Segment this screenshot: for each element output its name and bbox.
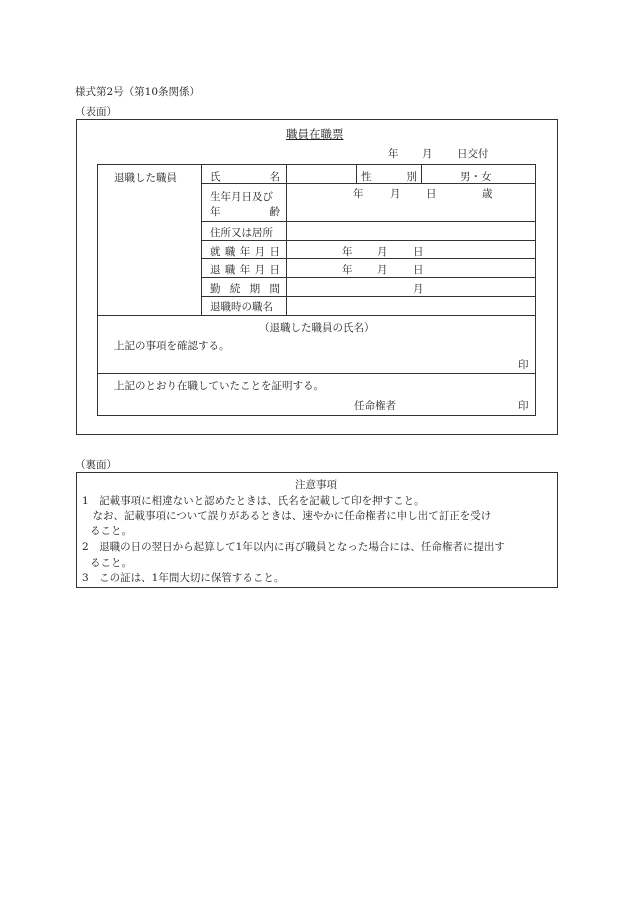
notes-title: 注意事項	[295, 479, 337, 491]
hire-date-label: 就 職 年 月 日	[210, 246, 280, 258]
note-line: 2 退職の日の翌日から起算して1年以内に再び職員となった場合には、任命権者に提出す	[82, 541, 505, 553]
address-label: 住所又は居所	[210, 227, 273, 239]
note-line: 3 この証は、1年間大切に保管すること。	[82, 572, 285, 584]
note-line: ること。	[90, 557, 132, 569]
form-number: 様式第2号（第10条関係）	[75, 86, 201, 98]
birth-label: 生年月日及び	[210, 191, 273, 203]
document-title: 職員在職票	[286, 127, 344, 141]
position-label: 退職時の職名	[210, 301, 273, 313]
note-line: 1 記載事項に相違ないと認めたときは、氏名を記載して印を押すこと。	[82, 495, 425, 507]
age-label: 年 齢	[210, 206, 280, 218]
service-period-label: 勤 続 期 間	[210, 283, 280, 295]
confirm-text: 上記の事項を確認する。	[114, 340, 230, 352]
note-line: なお、記載事項について誤りがあるときは、速やかに任命権者に申し出て訂正を受け	[82, 510, 492, 522]
gender-label: 性 別	[361, 171, 417, 183]
gender-options: 男・女	[460, 171, 492, 183]
service-period-unit: 月	[413, 283, 424, 295]
note-line: ること。	[90, 525, 132, 537]
front-label: （表面）	[75, 106, 117, 118]
seal-mark-1: 印	[518, 359, 529, 371]
name-label: 氏 名	[210, 171, 280, 183]
confirm-name-label: （退職した職員の氏名）	[259, 322, 375, 334]
retire-date-label: 退 職 年 月 日	[210, 264, 280, 276]
appointer-label: 任命権者	[354, 400, 396, 412]
retired-staff-label: 退職した職員	[114, 172, 177, 184]
seal-mark-2: 印	[518, 400, 529, 412]
back-label: （裏面）	[75, 459, 117, 471]
certify-text: 上記のとおり在職していたことを証明する。	[114, 380, 324, 392]
